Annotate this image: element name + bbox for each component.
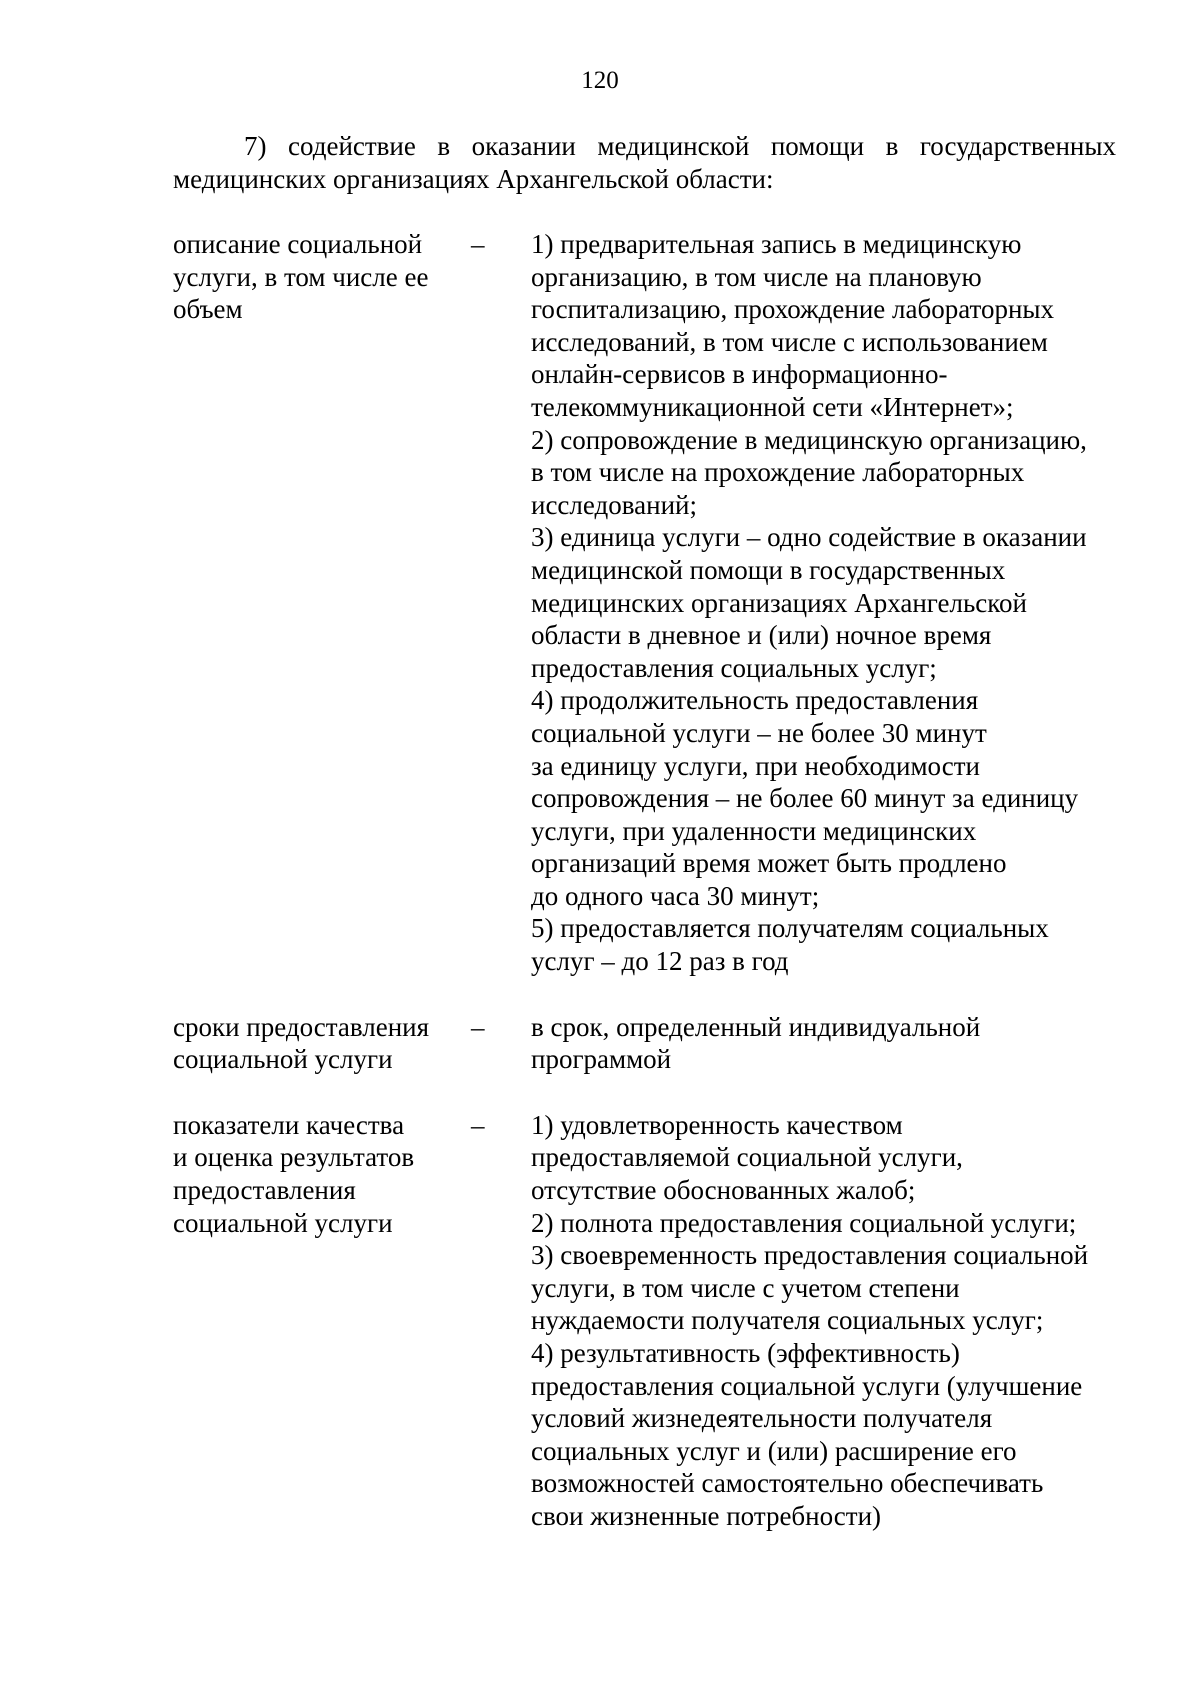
content-line: социальных услуг и (или) расширение его [531,1435,1017,1466]
label-line: сроки предоставления [173,1011,430,1042]
section-heading [173,130,1116,196]
content-line: отсутствие обоснованных жалоб; [531,1175,916,1206]
content-line: в том числе на прохождение лабораторных [531,457,1025,488]
content-line: области в дневное и (или) ночное время [531,620,992,651]
service-table [173,228,1123,1566]
service-row-terms [173,1011,1123,1076]
label-line: показатели качества [173,1109,405,1140]
content-line: сопровождения – не более 60 минут за единицу [531,783,1079,814]
label-line: услуги, в том числе ее [173,261,429,292]
service-row-description [173,228,1123,978]
row-content [531,228,1123,978]
content-line: услуги, при удаленности медицинских [531,815,977,846]
content-line: свои жизненные потребности) [531,1500,882,1531]
label-line: социальной услуги [173,1207,393,1238]
service-row-quality [173,1109,1123,1533]
dash-separator: – [471,229,485,259]
content-line: исследований; [531,489,697,520]
row-label [173,1109,471,1239]
content-line: организацию, в том числе на плановую [531,261,982,292]
content-line: за единицу услуги, при необходимости [531,750,980,781]
row-label [173,1011,471,1076]
page-number: 120 [581,67,619,94]
content-line: 3) единица услуги – одно содействие в оказании [531,522,1087,553]
label-line: социальной услуги [173,1044,393,1075]
label-line: предоставления [173,1175,356,1206]
row-content [531,1109,1123,1533]
content-line: программой [531,1044,672,1075]
content-line: 5) предоставляется получателям социальных [531,913,1049,944]
content-line: организаций время может быть продлено [531,848,1007,879]
content-line: телекоммуникационной сети «Интернет»; [531,391,1014,422]
row-label [173,228,471,326]
content-line: в срок, определенный индивидуальной [531,1011,981,1042]
content-line: 4) продолжительность предоставления [531,685,979,716]
content-line: предоставления социальных услуг; [531,652,937,683]
content-line: онлайн-сервисов в информационно- [531,359,948,390]
heading-line: медицинских организациях Архангельской области: [173,164,774,194]
label-line: объем [173,294,243,325]
content-line: предоставляемой социальной услуги, [531,1142,963,1173]
content-line: предоставления социальной услуги (улучшение [531,1370,1083,1401]
content-line: 3) своевременность предоставления социальной [531,1240,1089,1271]
content-line: возможностей самостоятельно обеспечивать [531,1468,1044,1499]
content-line: госпитализацию, прохождение лабораторных [531,294,1055,325]
content-line: услуг – до 12 раз в год [531,946,789,977]
content-line: медицинской помощи в государственных [531,554,1006,585]
content-line: 2) сопровождение в медицинскую организацию, [531,424,1087,455]
content-line: медицинских организациях Архангельской [531,587,1027,618]
heading-line: 7) содействие в оказании медицинской помощи в государственных [244,131,1116,161]
label-line: описание социальной [173,229,423,259]
content-line: до одного часа 30 минут; [531,880,820,911]
content-line: 2) полнота предоставления социальной услуги; [531,1207,1077,1238]
content-line: исследований, в том числе с использованием [531,326,1048,357]
content-line: услуги, в том числе с учетом степени [531,1272,960,1303]
content-line: 1) удовлетворенность качеством [531,1109,903,1140]
content-line: социальной услуги – не более 30 минут [531,717,987,748]
content-line: 4) результативность (эффективность) [531,1338,960,1368]
dash-separator: – [471,1011,485,1042]
row-content [531,1011,1123,1076]
content-line: условий жизнедеятельности получателя [531,1403,993,1434]
content-line: 1) предварительная запись в медицинскую [531,229,1022,259]
content-line: нуждаемости получателя социальных услуг; [531,1305,1044,1336]
dash-separator: – [471,1109,485,1140]
label-line: и оценка результатов [173,1142,415,1173]
